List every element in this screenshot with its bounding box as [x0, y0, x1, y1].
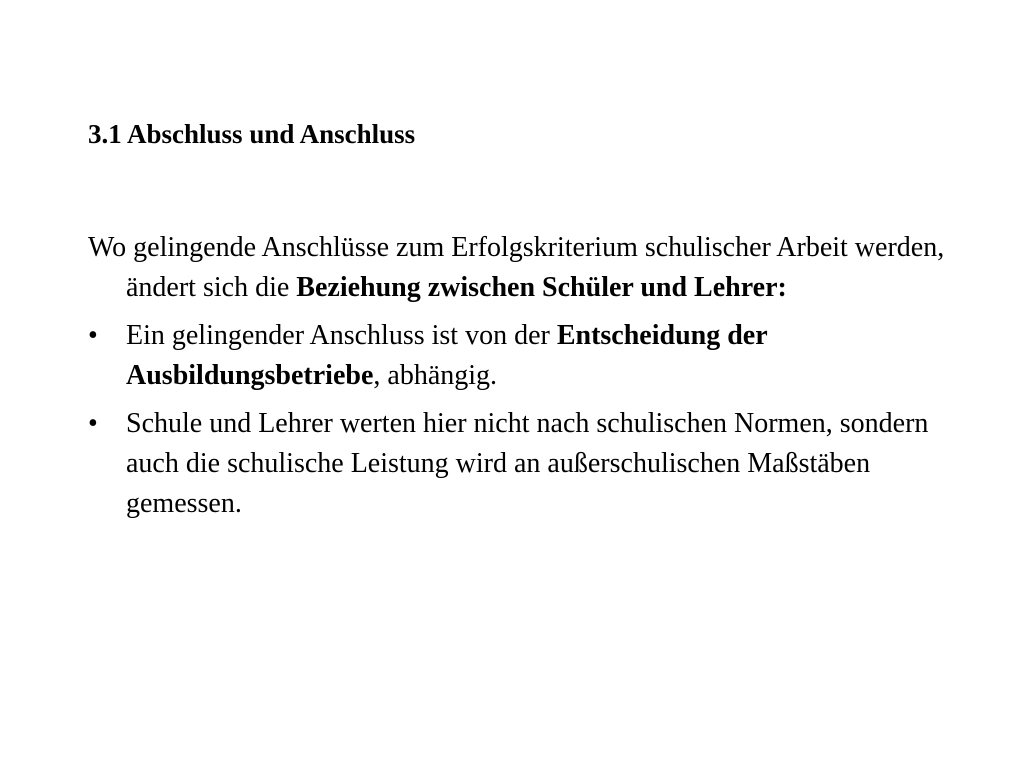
bullet-list — [88, 316, 968, 524]
bullet-text-end: , abhängig. — [373, 360, 498, 391]
slide-body — [88, 228, 968, 532]
intro-paragraph — [88, 228, 968, 308]
slide-title: 3.1 Abschluss und Anschluss — [88, 119, 416, 149]
bullet-text: Ein gelingender Anschluss ist von der — [126, 320, 557, 351]
bullet-icon: • — [88, 408, 98, 439]
intro-bold-text: Beziehung zwischen Schüler und Lehrer: — [296, 272, 787, 303]
bullet-item-ausbildungsbetriebe — [88, 316, 968, 396]
bullet-bold-text: Entscheidung der Ausbildungsbetriebe — [126, 320, 768, 391]
intro-text: Wo gelingende Anschlüsse zum Erfolgskriterium schulischer Arbeit werden, ändert sich die — [88, 232, 945, 303]
bullet-text: Schule und Lehrer werten hier nicht nach schulischen Normen, sondern auch die schulische Leistung wird an außerschulischen Maßstäben gemessen. — [126, 408, 929, 519]
bullet-item-schule-und-lehrer — [88, 404, 968, 524]
bullet-icon: • — [88, 320, 98, 351]
